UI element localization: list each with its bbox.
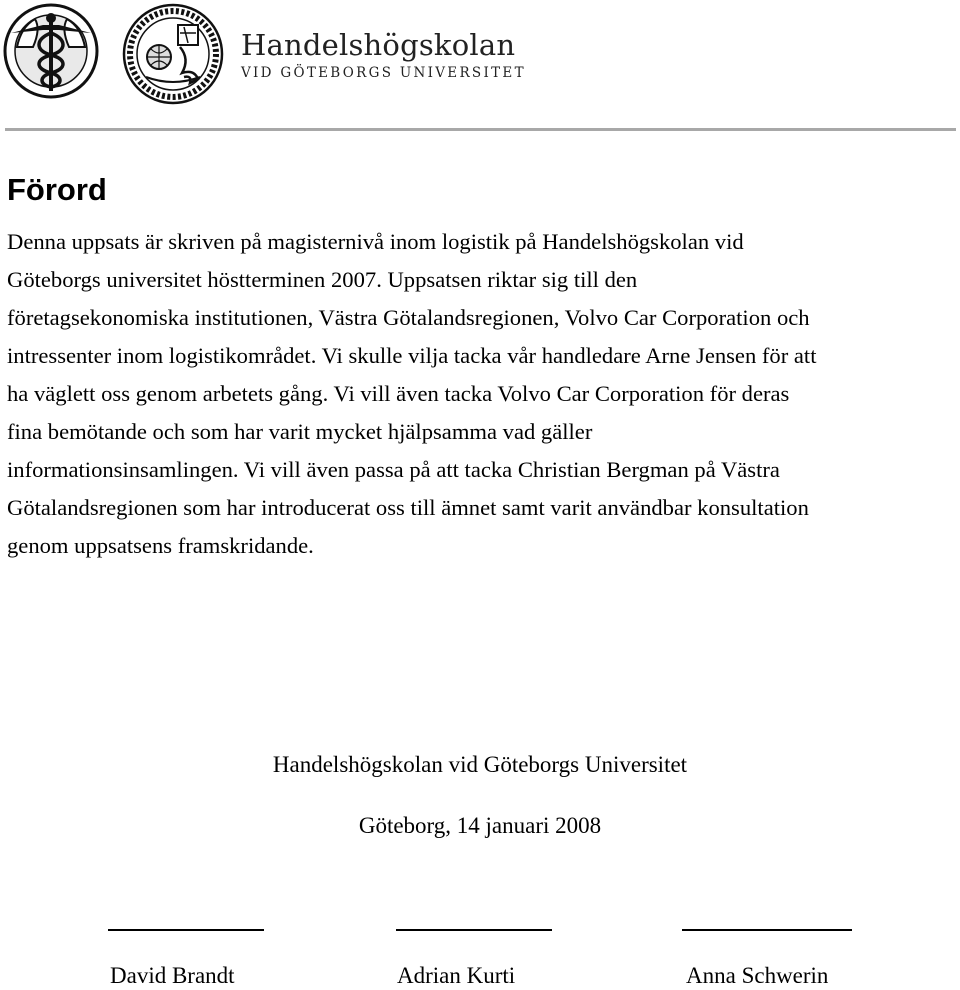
brand-lockup [241, 28, 526, 81]
paragraph-line: fina bemötande och som har varit mycket hjälpsamma vad gäller [7, 419, 593, 444]
foreword-paragraph [7, 223, 957, 565]
brand-subtitle: VID GÖTEBORGS UNIVERSITET [241, 65, 526, 81]
document-header [0, 0, 960, 130]
paragraph-line: Göteborgs universitet höstterminen 2007. Uppsatsen riktar sig till den [7, 267, 638, 292]
paragraph-line: företagsekonomiska institutionen, Västra Götalandsregionen, Volvo Car Corporation och [7, 305, 810, 330]
page-title: Förord [7, 172, 107, 207]
signature-line [108, 929, 264, 931]
paragraph-line: intressenter inom logistikområdet. Vi skulle vilja tacka vår handledare Arne Jensen för att [7, 343, 817, 368]
paragraph-line: ha väglett oss genom arbetets gång. Vi vill även tacka Volvo Car Corporation för deras [7, 381, 790, 406]
signatory-name: Anna Schwerin [686, 963, 829, 988]
place-and-date: Göteborg, 14 januari 2008 [358, 813, 602, 838]
institution-name: Handelshögskolan vid Göteborgs Universitet [272, 752, 688, 777]
header-divider [5, 128, 956, 131]
signature-line [396, 929, 552, 931]
brand-name: Handelshögskolan [241, 28, 516, 62]
caduceus-seal-icon [3, 3, 99, 99]
paragraph-line: Götalandsregionen som har introducerat oss till ämnet samt varit användbar konsultation [7, 495, 809, 520]
signatory-name: David Brandt [110, 963, 235, 988]
paragraph-line: Denna uppsats är skriven på magisternivå inom logistik på Handelshögskolan vid [7, 229, 744, 254]
signature-line [682, 929, 852, 931]
paragraph-line: genom uppsatsens framskridande. [7, 533, 314, 558]
signatory-name: Adrian Kurti [397, 963, 516, 988]
paragraph-line: informationsinsamlingen. Vi vill även passa på att tacka Christian Bergman på Västra [7, 457, 780, 482]
university-seal-icon [122, 3, 224, 105]
